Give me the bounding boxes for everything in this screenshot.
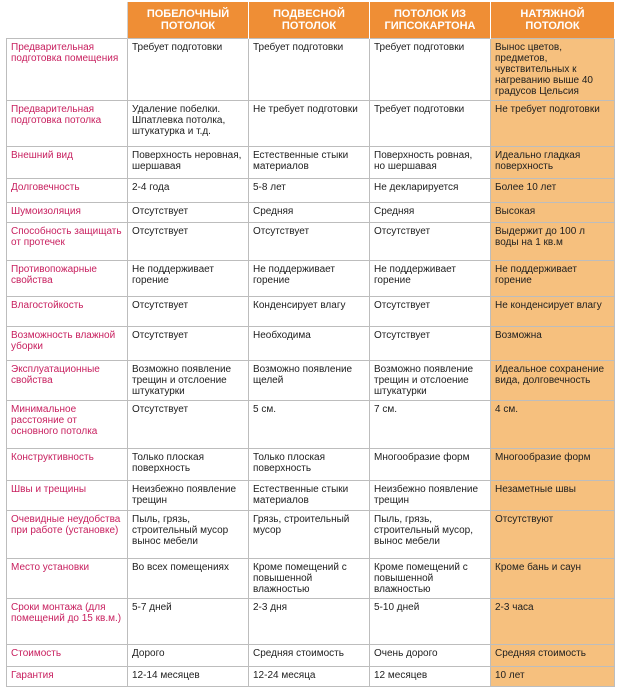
table-row (7, 39, 615, 101)
value-cell: Во всех помещениях (128, 559, 249, 599)
value-cell: Не требует подготовки (249, 101, 370, 147)
value-cell: Требует подготовки (370, 39, 491, 101)
table-row (7, 401, 615, 449)
value-cell: 5-7 дней (128, 599, 249, 645)
property-cell: Швы и трещины (7, 481, 128, 511)
value-cell: Очень дорого (370, 645, 491, 667)
value-cell: Средняя (249, 203, 370, 223)
table-row (7, 559, 615, 599)
value-cell: Поверхность ровная, но шершавая (370, 147, 491, 179)
value-cell: 10 лет (491, 667, 615, 687)
value-cell: Отсутствует (370, 327, 491, 361)
value-cell: Отсутствует (128, 401, 249, 449)
value-cell: Отсутствует (128, 327, 249, 361)
table-row (7, 203, 615, 223)
property-cell: Конструктивность (7, 449, 128, 481)
value-cell: 2-4 года (128, 179, 249, 203)
property-cell: Гарантия (7, 667, 128, 687)
value-cell: 5 см. (249, 401, 370, 449)
value-cell: Выдержит до 100 л воды на 1 кв.м (491, 223, 615, 261)
value-cell: 5-10 дней (370, 599, 491, 645)
value-cell: Отсутствует (370, 297, 491, 327)
property-cell: Шумоизоляция (7, 203, 128, 223)
value-cell: Только плоская поверхность (249, 449, 370, 481)
value-cell: 12-14 месяцев (128, 667, 249, 687)
value-cell: Более 10 лет (491, 179, 615, 203)
property-cell: Сроки монтажа (для помещений до 15 кв.м.) (7, 599, 128, 645)
value-cell: Вынос цветов, предметов, чувствительных к нагреванию выше 40 градусов Цельсия (491, 39, 615, 101)
value-cell: Требует подготовки (249, 39, 370, 101)
property-cell: Влагостойкость (7, 297, 128, 327)
value-cell: Отсутствуют (491, 511, 615, 559)
value-cell: Необходима (249, 327, 370, 361)
value-cell: Кроме помещений с повышенной влажностью (370, 559, 491, 599)
corner-cell (7, 2, 128, 39)
property-cell: Место установки (7, 559, 128, 599)
value-cell: Не требует подготовки (491, 101, 615, 147)
property-cell: Долговечность (7, 179, 128, 203)
value-cell: Только плоская поверхность (128, 449, 249, 481)
value-cell: Идеальное сохранение вида, долговечность (491, 361, 615, 401)
table-row (7, 179, 615, 203)
property-cell: Очевидные неудобства при работе (установке) (7, 511, 128, 559)
value-cell: 2-3 часа (491, 599, 615, 645)
property-cell: Эксплуатационные свойства (7, 361, 128, 401)
value-cell: Не поддерживает горение (491, 261, 615, 297)
value-cell: Высокая (491, 203, 615, 223)
value-cell: Естественные стыки материалов (249, 147, 370, 179)
value-cell: 5-8 лет (249, 179, 370, 203)
value-cell: 12-24 месяца (249, 667, 370, 687)
value-cell: Грязь, строительный мусор (249, 511, 370, 559)
value-cell: Не конденсирует влагу (491, 297, 615, 327)
property-cell: Стоимость (7, 645, 128, 667)
value-cell: Удаление побелки. Шпатлевка потолка, штукатурка и т.д. (128, 101, 249, 147)
value-cell: Не поддерживает горение (249, 261, 370, 297)
property-cell: Возможность влажной уборки (7, 327, 128, 361)
value-cell: Средняя стоимость (249, 645, 370, 667)
value-cell: Многообразие форм (370, 449, 491, 481)
table-row (7, 147, 615, 179)
property-cell: Противопожарные свойства (7, 261, 128, 297)
value-cell: 7 см. (370, 401, 491, 449)
value-cell: Отсутствует (249, 223, 370, 261)
table-row (7, 667, 615, 687)
value-cell: Отсутствует (370, 223, 491, 261)
table-row (7, 297, 615, 327)
value-cell: Возможна (491, 327, 615, 361)
table-row (7, 449, 615, 481)
table-row (7, 101, 615, 147)
value-cell: Возможно появление щелей (249, 361, 370, 401)
value-cell: Многообразие форм (491, 449, 615, 481)
table-row (7, 361, 615, 401)
table-row (7, 645, 615, 667)
value-cell: Кроме помещений с повышенной влажностью (249, 559, 370, 599)
property-cell: Предварительная подготовка помещения (7, 39, 128, 101)
header-suspended-ceiling: ПОДВЕСНОЙ ПОТОЛОК (249, 2, 370, 39)
value-cell: Пыль, грязь, строительный мусор вынос мебели (128, 511, 249, 559)
value-cell: Пыль, грязь, строительный мусор, вынос мебели (370, 511, 491, 559)
value-cell: Дорого (128, 645, 249, 667)
value-cell: Неизбежно появление трещин (370, 481, 491, 511)
value-cell: Поверхность неровная, шершавая (128, 147, 249, 179)
header-drywall-ceiling: ПОТОЛОК ИЗ ГИПСОКАРТОНА (370, 2, 491, 39)
value-cell: Не поддерживает горение (370, 261, 491, 297)
value-cell: Конденсирует влагу (249, 297, 370, 327)
table-row (7, 599, 615, 645)
value-cell: Не декларируется (370, 179, 491, 203)
property-cell: Внешний вид (7, 147, 128, 179)
value-cell: Идеально гладкая поверхность (491, 147, 615, 179)
property-cell: Способность защищать от протечек (7, 223, 128, 261)
value-cell: Кроме бань и саун (491, 559, 615, 599)
value-cell: Не поддерживает горение (128, 261, 249, 297)
value-cell: Отсутствует (128, 223, 249, 261)
value-cell: Средняя стоимость (491, 645, 615, 667)
value-cell: 2-3 дня (249, 599, 370, 645)
table-row (7, 261, 615, 297)
value-cell: Отсутствует (128, 203, 249, 223)
table-row (7, 327, 615, 361)
value-cell: Отсутствует (128, 297, 249, 327)
table-row (7, 481, 615, 511)
value-cell: Неизбежно появление трещин (128, 481, 249, 511)
table-body (7, 39, 615, 687)
value-cell: Возможно появление трещин и отслоение штукатурки (370, 361, 491, 401)
header-whitewash-ceiling: ПОБЕЛОЧНЫЙ ПОТОЛОК (128, 2, 249, 39)
value-cell: 12 месяцев (370, 667, 491, 687)
value-cell: Незаметные швы (491, 481, 615, 511)
value-cell: Требует подготовки (370, 101, 491, 147)
value-cell: Требует подготовки (128, 39, 249, 101)
header-stretch-ceiling: НАТЯЖНОЙ ПОТОЛОК (491, 2, 615, 39)
value-cell: Средняя (370, 203, 491, 223)
value-cell: Возможно появление трещин и отслоение штукатурки (128, 361, 249, 401)
ceiling-comparison-table (6, 2, 615, 687)
property-cell: Минимальное расстояние от основного потолка (7, 401, 128, 449)
property-cell: Предварительная подготовка потолка (7, 101, 128, 147)
table-row (7, 511, 615, 559)
value-cell: Естественные стыки материалов (249, 481, 370, 511)
header-row (7, 2, 615, 39)
table-row (7, 223, 615, 261)
value-cell: 4 см. (491, 401, 615, 449)
